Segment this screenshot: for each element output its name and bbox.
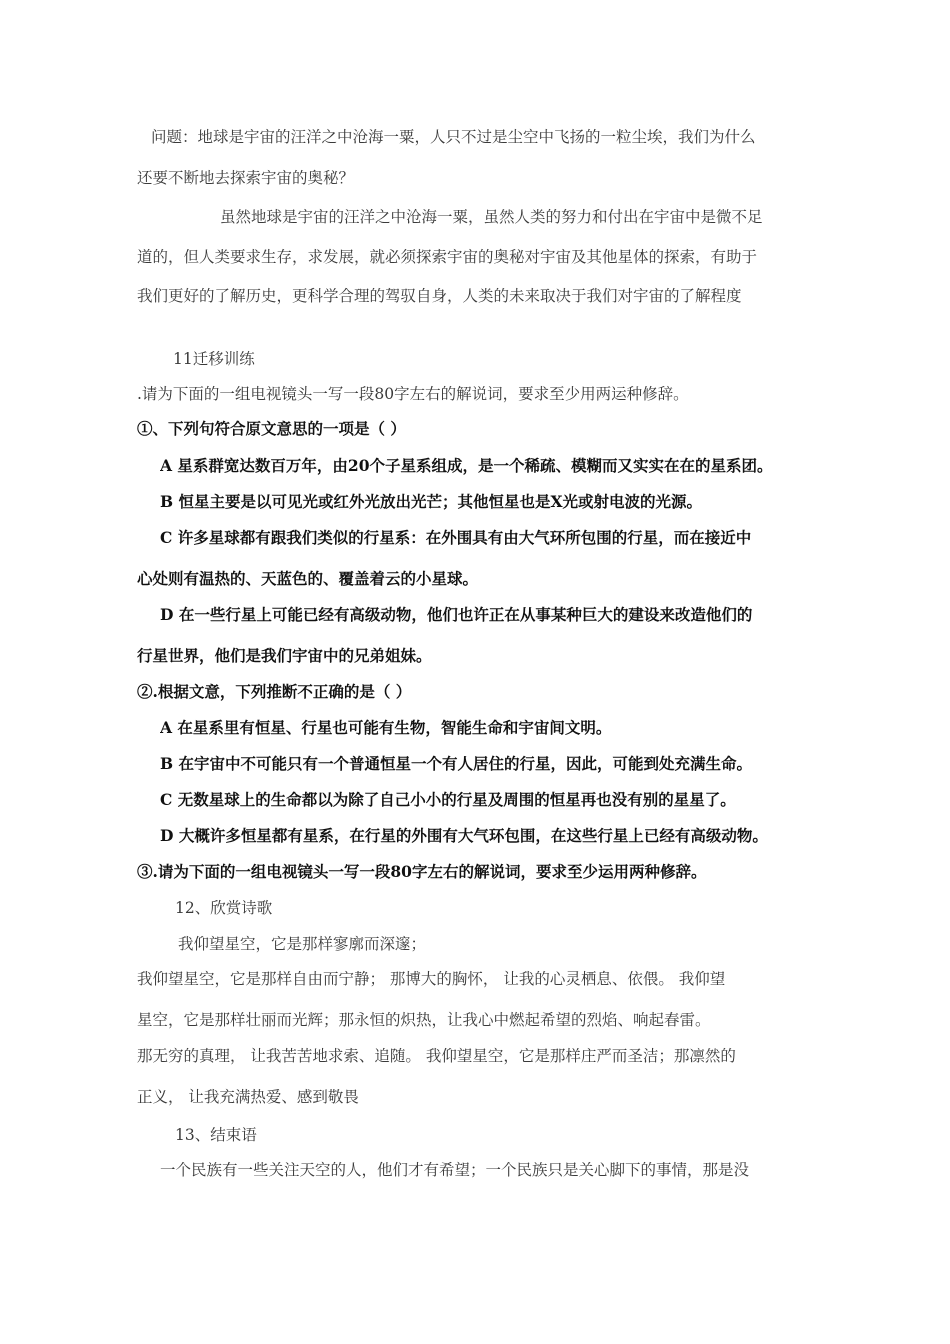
poem-line-5: 正义， 让我充满热爱、感到敬畏 (137, 1088, 359, 1106)
q3-stem: ③.请为下面的一组电视镜头一写一段80字左右的解说词，要求至少运用两种修辞。 (137, 862, 707, 881)
section-11-intro: .请为下面的一组电视镜头一写一段80字左右的解说词，要求至少用两运种修辞。 (137, 385, 689, 403)
section-12-heading: 12、欣赏诗歌 (175, 899, 273, 917)
q1-stem: ①、下列句符合原文意思的一项是（ ） (137, 419, 406, 438)
q1-option-b: B 恒星主要是以可见光或红外光放出光芒；其他恒星也是X光或射电波的光源。 (160, 492, 703, 511)
answer-line-2: 道的，但人类要求生存，求发展，就必须探索宇宙的奥秘对宇宙及其他星体的探索，有助于 (137, 248, 758, 266)
section-11-heading: 11迁移训练 (173, 350, 255, 368)
q1-option-c-line-1: C 许多星球都有跟我们类似的行星系：在外围具有由大气环所包围的行星，而在接近中 (160, 528, 752, 547)
q1-option-c-line-2: 心处则有温热的、天蓝色的、覆盖着云的小星球。 (137, 569, 479, 588)
answer-line-1: 虽然地球是宇宙的汪洋之中沧海一粟，虽然人类的努力和付出在宇宙中是微不足 (220, 208, 763, 226)
q1-option-d-line-1: D 在一些行星上可能已经有高级动物，他们也许正在从事某种巨大的建设来改造他们的 (160, 605, 753, 624)
q1-option-a: A 星系群宽达数百万年，由20个子星系组成，是一个稀疏、模糊而又实实在在的星系团。 (160, 456, 773, 475)
q2-option-d: D 大概许多恒星都有星系，在行星的外围有大气环包围，在这些行星上已经有高级动物。 (160, 826, 768, 845)
q2-option-c: C 无数星球上的生命都以为除了自己小小的行星及周围的恒星再也没有别的星星了。 (160, 790, 736, 809)
section-13-heading: 13、结束语 (175, 1126, 257, 1144)
question-line-1: 问题：地球是宇宙的汪洋之中沧海一粟，人只不过是尘空中飞扬的一粒尘埃，我们为什么 (151, 128, 756, 146)
closing-line-1: 一个民族有一些关注天空的人，他们才有希望；一个民族只是关心脚下的事情，那是没 (160, 1161, 750, 1179)
q2-stem: ②.根据文意，下列推断不正确的是（ ） (137, 682, 412, 701)
poem-line-1: 我仰望星空，它是那样寥廓而深邃； (178, 935, 427, 953)
q2-option-b: B 在宇宙中不可能只有一个普通恒星一个有人居住的行星，因此，可能到处充满生命。 (160, 754, 752, 773)
poem-line-3: 星空，它是那样壮丽而光辉；那永恒的炽热，让我心中燃起希望的烈焰、响起春雷。 (137, 1011, 711, 1029)
answer-line-3: 我们更好的了解历史，更科学合理的驾驭自身，人类的未来取决于我们对宇宙的了解程度 (137, 287, 742, 305)
poem-line-4: 那无穷的真理， 让我苦苦地求索、追随。 我仰望星空，它是那样庄严而圣洁；那凛然的 (137, 1047, 736, 1065)
q2-option-a: A 在星系里有恒星、行星也可能有生物，智能生命和宇宙间文明。 (160, 718, 612, 737)
question-line-2: 还要不断地去探索宇宙的奥秘？ (137, 169, 355, 187)
poem-line-2: 我仰望星空，它是那样自由而宁静； 那博大的胸怀， 让我的心灵栖息、依偎。 我仰望 (137, 970, 726, 988)
q1-option-d-line-2: 行星世界，他们是我们宇宙中的兄弟姐妹。 (137, 646, 432, 665)
